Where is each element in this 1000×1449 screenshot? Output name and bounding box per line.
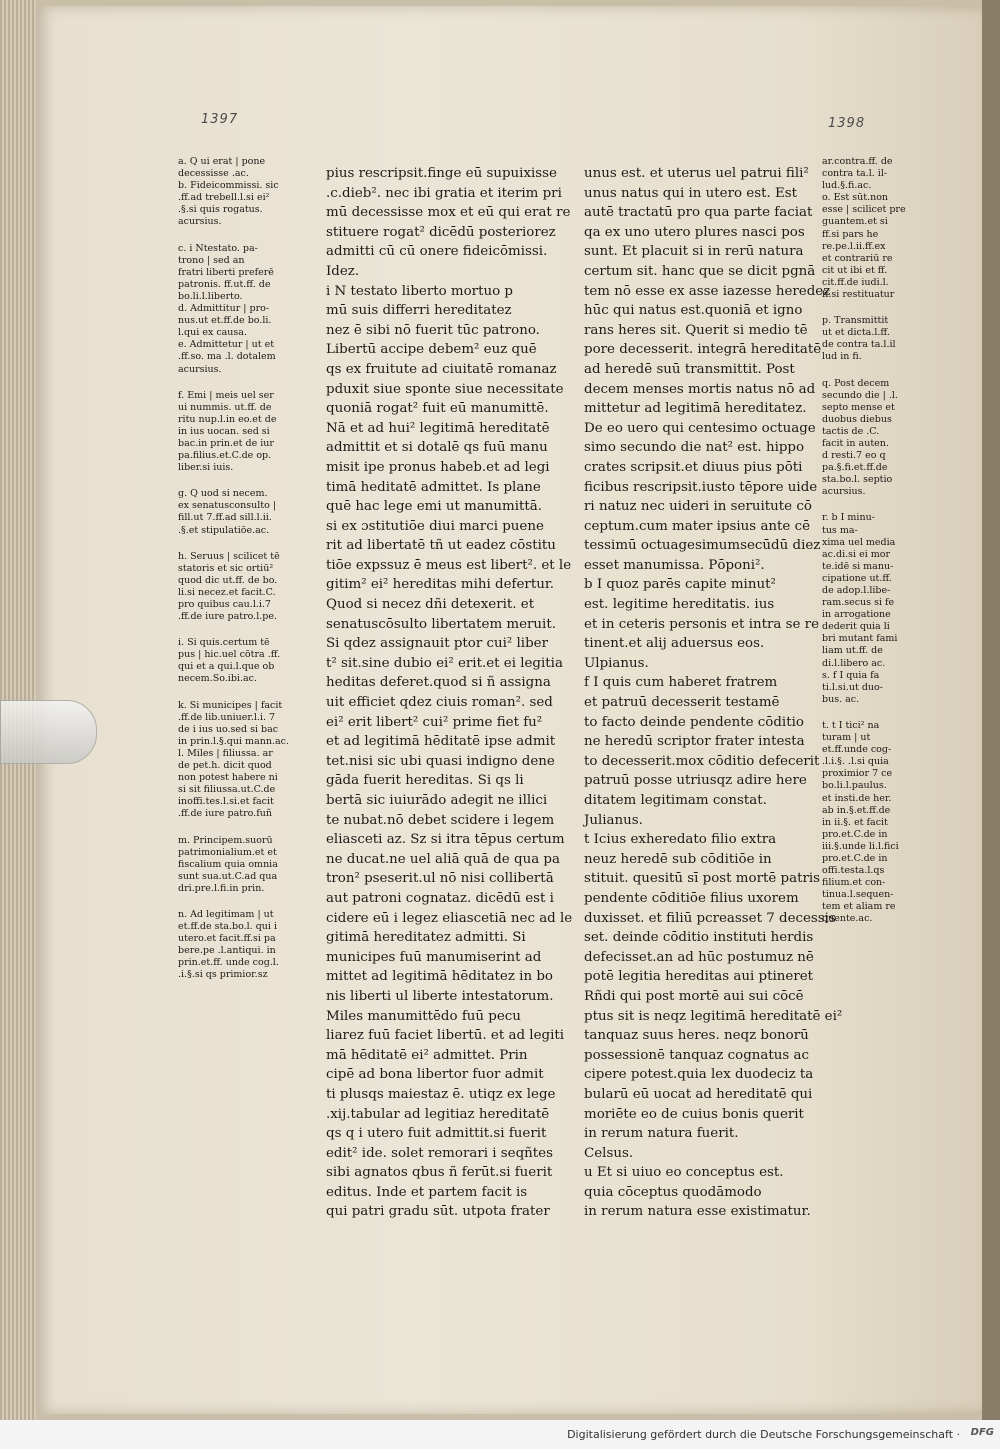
gloss-line: ac.di.si ei mor	[822, 548, 891, 560]
gloss-line: facit in auten.	[822, 437, 889, 449]
text-line: aut patroni cognataz. dicēdū est i	[326, 890, 554, 906]
gloss-line: e. Admittetur | ut et	[178, 339, 275, 351]
text-line: crates scripsit.et diuus pius pōti	[584, 459, 803, 475]
gloss-line: m. Principem.suorū	[178, 834, 273, 846]
text-line: qs q i utero fuit admittit.si fuerit	[326, 1126, 547, 1142]
gloss-line: o. Est sūt.non	[822, 192, 889, 204]
text-line: admitti cū cū onere fideicōmissi.	[326, 244, 548, 260]
gloss-line: qui et a qui.l.que ob	[178, 661, 275, 673]
text-line: quoniā rogat² fuit eū manumittē.	[326, 401, 549, 417]
gloss-line: .ff.so. ma .l. dotalem	[178, 351, 276, 363]
text-line: stituere rogat² dicēdū posteriorez	[326, 224, 556, 240]
gloss-line: et contrariū re	[822, 252, 893, 264]
gloss-line: statoris et sic ortiū²	[178, 562, 274, 574]
dfg-logo: DFG	[970, 1427, 994, 1438]
gloss-line: et.ff.de sta.bo.l. qui i	[178, 921, 278, 933]
gloss-line: s. f I quia fa	[822, 669, 880, 681]
gloss-line: proximior 7 ce	[822, 768, 893, 780]
gloss-line: fill.ut 7.ff.ad sill.l.ii.	[178, 512, 272, 524]
text-line: duxisset. et filiū pcreasset 7 decessis	[584, 910, 836, 926]
text-line: autē tractatū pro qua parte faciat	[584, 205, 813, 221]
text-line: in rerum natura esse existimatur.	[584, 1204, 811, 1220]
gloss-line: l.qui ex causa.	[178, 327, 247, 339]
text-line: Ulpianus.	[584, 655, 649, 671]
gloss-line: contra ta.l. il-	[822, 168, 888, 180]
text-line: qui patri gradu sūt. utpota frater	[326, 1204, 550, 1220]
gloss-line: li.si necez.et facit.C.	[178, 586, 276, 598]
gloss-line: xima uel media	[822, 536, 896, 548]
text-line: pendente cōditiōe filius uxorem	[584, 890, 799, 906]
gloss-line: bac.in prin.et de iur	[178, 437, 274, 449]
gloss-line: d resti.7 eo q	[822, 450, 886, 462]
text-line: qs ex fruitute ad ciuitatē romanaz	[326, 361, 557, 377]
text-line: gitim² ei² hereditas mihi defertur.	[326, 577, 555, 593]
text-line: Si qdez assignauit ptor cui² liber	[326, 636, 548, 652]
text-line: pore decesserit. integrā hereditatē	[584, 342, 822, 358]
gloss-line: in ii.§. et facit	[822, 816, 888, 828]
text-line: t Icius exheredato filio extra	[584, 832, 777, 848]
gloss-line: .ff.de iure patro.l.pe.	[178, 611, 277, 623]
text-line: eliasceti az. Sz si itra tēpus certum	[326, 832, 565, 848]
text-line: ad heredē suū transmittit. Post	[584, 361, 795, 377]
gloss-line: trono | sed an	[178, 254, 245, 266]
text-line: b I quoz parēs capite minut²	[584, 577, 776, 593]
gloss-line: l. Miles | filiussa. ar	[178, 747, 273, 759]
text-line: potē legitia hereditas aui ptineret	[584, 969, 814, 985]
text-line: mā hēditatē ei² admittet. Prin	[326, 1047, 528, 1063]
text-line: set. deinde cōditio instituti herdis	[584, 930, 814, 946]
gloss-line: de i ius uo.sed si bac	[178, 723, 279, 735]
text-line: senatuscōsulto libertatem meruit.	[326, 616, 556, 632]
text-line: ficibus rescripsit.iusto tēpore uide	[584, 479, 818, 495]
gloss-line: g. Q uod si necem.	[178, 488, 268, 500]
gloss-line: nus.ut et.ff.de bo.li.	[178, 315, 272, 327]
text-line: admittit et si dotalē qs fuū manu	[326, 440, 548, 456]
gloss-line: n. Ad legitimam | ut	[178, 908, 274, 920]
text-line: Miles manumittēdo fuū pecu	[326, 1008, 521, 1024]
text-line: misit ipe pronus habeb.et ad legi	[326, 459, 550, 475]
gloss-line: septo mense et	[822, 401, 895, 413]
gloss-line: bere.pe .l.antiqui. in	[178, 945, 276, 957]
gloss-line	[178, 821, 318, 835]
gloss-line: ut et dicta.l.ff.	[822, 327, 890, 339]
funding-credit: Digitalisierung gefördert durch die Deutsche Forschungsgemeinschaft ·	[567, 1428, 960, 1441]
gloss-line: ti.l.si.ut duo-	[822, 681, 883, 693]
text-line: t² sit.sine dubio ei² erit.et ei legitia	[326, 655, 563, 671]
text-line: ti plusqs maiestaz ē. utiqz ex lege	[326, 1086, 556, 1102]
text-line: defecisset.an ad hūc postumuz nē	[584, 949, 814, 965]
text-line: est. legitime hereditatis. ius	[584, 597, 775, 613]
text-line: et ad legitimā hēditatē ipse admit	[326, 734, 556, 750]
page	[36, 6, 982, 1414]
gloss-line: liam ut.ff. de	[822, 645, 883, 657]
gloss-line: et.ff.unde cog-	[822, 744, 892, 756]
text-line: Rñdi qui post mortē aui sui cōcē	[584, 988, 804, 1004]
text-line: et in ceteris personis et intra se re	[584, 616, 820, 632]
gloss-line	[178, 474, 318, 488]
gloss-line: si sit filiussa.ut.C.de	[178, 784, 276, 796]
gloss-line: .§.si quis rogatus.	[178, 204, 263, 216]
gloss-line: lud.§.fi.ac.	[822, 180, 872, 192]
gloss-line: pus | hic.uel cōtra .ff.	[178, 649, 281, 661]
gloss-line: ui nummis. ut.ff. de	[178, 401, 272, 413]
gloss-line: pa.filius.et.C.de op.	[178, 450, 272, 462]
text-line: Celsus.	[584, 1145, 634, 1161]
gloss-line: .ff.de iure patro.fuñ	[178, 808, 272, 820]
text-line: cidere eū i legez eliascetiā nec ad le	[326, 910, 573, 926]
gloss-line	[822, 364, 952, 378]
text-line: mū suis differri hereditatez	[326, 303, 512, 319]
gloss-line: bo.li.l.liberto.	[178, 290, 243, 302]
text-line: et patruū decesserit testamē	[584, 695, 780, 711]
gloss-line: guantem.et si	[822, 216, 888, 228]
text-line: edit² ide. solet remorari i seqñtes	[326, 1145, 553, 1161]
text-line: u Et si uiuo eo conceptus est.	[584, 1165, 784, 1181]
page-clip	[0, 700, 97, 764]
text-line: .xij.tabular ad legitiaz hereditatē	[326, 1106, 550, 1122]
gloss-line: fratri liberti preferē	[178, 266, 274, 278]
gloss-line: dri.pre.l.fi.in prin.	[178, 882, 265, 894]
gloss-line: liber.si iuis.	[178, 462, 234, 474]
text-line: esset manumissa. Pōponi².	[584, 557, 765, 573]
text-line: quē hac lege emi ut manumittā.	[326, 499, 543, 515]
gloss-line: c. i Ntestato. pa-	[178, 242, 258, 254]
gloss-line: bus. ac.	[822, 693, 860, 705]
gloss-line: tem et aliam re	[822, 901, 896, 913]
text-line: rit ad libertatē tñ ut eadez cōstitu	[326, 538, 556, 554]
text-line: Nā et ad hui² legitimā hereditatē	[326, 420, 550, 436]
text-line: sibi agnatos qbus ñ ferūt.si fuerit	[326, 1165, 553, 1181]
text-line: unus est. et uterus uel patrui fili²	[584, 166, 809, 181]
gloss-line: ram.secus si fe	[822, 597, 895, 609]
gloss-line: f. Emi | meis uel ser	[178, 389, 274, 401]
gloss-line: ab in.§.et.ff.de	[822, 804, 891, 816]
gloss-line: acursius.	[178, 363, 222, 375]
text-line: simo secundo die nat² est. hippo	[584, 440, 805, 456]
text-line: ceptum.cum mater ipsius ante cē	[584, 518, 811, 534]
gloss-line: tinua.l.sequen-	[822, 889, 894, 901]
text-line: certum sit. hanc que se dicit pgnā	[584, 263, 816, 279]
gloss-line: utero.et facit.ff.si pa	[178, 933, 276, 945]
text-line: Idez.	[326, 263, 360, 279]
gloss-line: non potest habere ni	[178, 772, 278, 784]
text-line: heditas deferet.quod si ñ assigna	[326, 675, 551, 691]
text-line: unus natus qui in utero est. Est	[584, 185, 798, 201]
gloss-line: ex senatusconsulto |	[178, 500, 277, 512]
text-line: neuz heredē sub cōditiōe in	[584, 851, 772, 867]
gloss-line: cit ut ibi et ff.	[822, 264, 888, 276]
text-line: tinent.et alij aduersus eos.	[584, 636, 765, 652]
gloss-line: lud in fi.	[822, 351, 862, 363]
gloss-line: iii.§.unde li.l.fici	[822, 840, 899, 852]
gloss-line: tus ma-	[822, 524, 858, 536]
gloss-line: filium.et con-	[822, 877, 886, 889]
gloss-line	[178, 686, 318, 700]
text-line: tet.nisi sic ubi quasi indigno dene	[326, 753, 555, 769]
text-line: .c.dieb². nec ibi gratia et iterim pri	[326, 185, 562, 201]
gloss-line	[822, 706, 952, 720]
gloss-line: inoffi.tes.l.si.et facit	[178, 796, 274, 808]
gloss-line: duobus diebus	[822, 413, 892, 425]
text-line: possessionē tanquaz cognatus ac	[584, 1047, 810, 1063]
gloss-line: de contra ta.l.il	[822, 339, 896, 351]
gloss-line: dederit quia li	[822, 621, 890, 633]
text-line: De eo uero qui centesimo octuage	[584, 420, 816, 436]
text-line: sunt. Et placuit si in rerū natura	[584, 244, 804, 260]
gloss-line	[178, 623, 318, 637]
gloss-line: .§.et stipulatiōe.ac.	[178, 524, 270, 536]
text-line: stituit. quesitū sī post mortē patris	[584, 871, 821, 887]
gloss-line	[178, 229, 318, 243]
gloss-line: pro.et.C.de in	[822, 828, 888, 840]
text-line: ei² erit libert² cui² prime fiet fu²	[326, 714, 543, 730]
text-line: pius rescripsit.finge eū supuixisse	[326, 166, 557, 181]
text-line: to decesserit.mox cōditio defecerit	[584, 753, 820, 769]
cover-edge	[982, 0, 1000, 1420]
gloss-line: patronis. ff.ut.ff. de	[178, 278, 271, 290]
gloss-line: de adop.l.libe-	[822, 585, 891, 596]
text-line: decem menses mortis natus nō ad	[584, 381, 816, 397]
gloss-line: ritu nup.l.in eo.et de	[178, 413, 277, 425]
text-line: cipere potest.quia lex duodeciz ta	[584, 1067, 814, 1083]
text-line: mittetur ad legitimā hereditatez.	[584, 401, 807, 417]
text-line: i N testato liberto mortuo p	[326, 283, 513, 299]
gloss-line: .i.§.si qs primior.sz	[178, 969, 268, 981]
gloss-line: q. Post decem	[822, 377, 890, 389]
gloss-line: .ff.de lib.uniuer.l.i. 7	[178, 711, 276, 723]
gloss-line: b. Fideicommissi. sic	[178, 180, 279, 192]
text-line: patruū posse utriusqz adire here	[584, 773, 807, 789]
text-column-a	[326, 164, 588, 1222]
text-line: tessimū octuagesimumsecūdū diez	[584, 538, 821, 554]
gloss-line: te.idē si manu-	[822, 560, 894, 572]
gloss-line: pro quibus cau.l.i.7	[178, 599, 271, 610]
text-line: ri natuz nec uideri in seruitute cō	[584, 499, 812, 515]
text-line: ne heredū scriptor frater intesta	[584, 734, 805, 750]
text-line: tanquaz suus heres. neqz bonorū	[584, 1028, 809, 1044]
gloss-line: tactis de .C.	[822, 425, 880, 437]
gloss-line	[822, 301, 952, 315]
text-line: timā heditatē admittet. Is plane	[326, 479, 541, 495]
gloss-line: patrimonialium.et et	[178, 846, 277, 858]
gloss-line: in ius uocan. sed si	[178, 425, 270, 437]
text-line: moriēte eo de cuius bonis querit	[584, 1106, 804, 1122]
text-line: nis liberti ul liberte intestatorum.	[326, 988, 554, 1004]
text-line: in rerum natura fuerit.	[584, 1126, 739, 1142]
gloss-line	[178, 895, 318, 909]
folio-number-right: 1398	[828, 116, 866, 131]
gloss-line: p. Transmittit	[822, 315, 889, 327]
text-line: ditatem legitimam constat.	[584, 793, 767, 808]
gloss-line: a. Q ui erat | pone	[178, 156, 266, 167]
gloss-line: offi.testa.l.qs	[822, 865, 885, 877]
text-line: rans heres sit. Querit si medio tē	[584, 322, 808, 338]
text-line: Julianus.	[584, 812, 643, 828]
text-line: gitimā hereditatez admitti. Si	[326, 930, 526, 946]
gloss-line: .l.i.§. .l.si quia	[822, 756, 889, 768]
text-line: mittet ad legitimā hēditatez in bo	[326, 969, 553, 985]
text-line: editus. Inde et partem facit is	[326, 1184, 528, 1200]
text-line: ne ducat.ne uel aliā quā de qua pa	[326, 851, 560, 867]
text-line: Libertū accipe debem² euz quē	[326, 342, 537, 358]
gloss-line: pa.§.fi.et.ff.de	[822, 462, 888, 474]
text-line: cipē ad bona libertor fuor admit	[326, 1067, 544, 1083]
text-line: gāda fuerit hereditas. Si qs li	[326, 773, 524, 789]
text-line: municipes fuū manumiserint ad	[326, 949, 542, 965]
gloss-line: de pet.h. dicit quod	[178, 760, 272, 772]
gloss-line: quod dic ut.ff. de bo.	[178, 574, 278, 586]
gloss-line: secundo die | .l.	[822, 389, 898, 401]
gloss-line: sunt sua.ut.C.ad qua	[178, 870, 278, 882]
text-line: mū decessisse mox et eū qui erat re	[326, 205, 571, 221]
text-line: uit efficiet qdez ciuis roman². sed	[326, 695, 553, 711]
gloss-line: cipatione ut.ff.	[822, 572, 892, 584]
gloss-line: sta.bo.l. septio	[822, 474, 893, 486]
gloss-line: acursius.	[822, 486, 866, 498]
gloss-line: cit.ff.de iudi.l.	[822, 276, 889, 288]
gloss-line: .ff.ad trebell.l.si ei²	[178, 192, 270, 204]
gloss-line: et insti.de her.	[822, 792, 892, 804]
gloss-line: bo.li.l.paulus.	[822, 780, 887, 792]
gloss-line: pro.et.C.de in	[822, 852, 888, 864]
gloss-line: di.l.libero ac.	[822, 657, 886, 669]
gloss-line: i. Si quis.certum tē	[178, 637, 270, 649]
text-line: hūc qui natus est.quoniā et igno	[584, 303, 803, 319]
gloss-line: quente.ac.	[822, 913, 873, 925]
gloss-line	[822, 498, 952, 512]
gloss-line: t. t I tici² na	[822, 719, 880, 731]
gloss-line	[178, 376, 318, 390]
gloss-line	[178, 537, 318, 551]
gloss-line: prin.et.ff. unde cog.l.	[178, 957, 279, 969]
gloss-line: ff.si pars he	[822, 228, 879, 240]
text-line: te nubat.nō debet scidere i legem	[326, 812, 555, 828]
text-line: ptus sit is neqz legitimā hereditatē ei²	[584, 1008, 843, 1024]
gloss-line: ar.contra.ff. de	[822, 156, 893, 167]
text-line: tem nō esse ex asse iazesse heredez	[584, 283, 831, 299]
gloss-line: acursius.	[178, 216, 222, 228]
text-line: si ex ɔstitutiōe diui marci puene	[326, 518, 544, 534]
text-line: f I quis cum haberet fratrem	[584, 675, 778, 691]
gloss-line: h. Seruus | scilicet tē	[178, 550, 280, 562]
text-line: bularū eū uocat ad hereditatē qui	[584, 1086, 813, 1102]
gloss-line: r. b I minu-	[822, 512, 875, 524]
text-line: pduxit siue sponte siue necessitate	[326, 381, 564, 397]
text-line: bertā sic iuiurādo adegit ne illici	[326, 793, 548, 808]
gloss-line: re.pe.l.ii.ff.ex	[822, 240, 886, 252]
gloss-line: k. Si municipes | facit	[178, 699, 283, 711]
gloss-line: esse | scilicet pre	[822, 204, 906, 216]
gloss-line: in arrogatione	[822, 609, 891, 621]
gloss-line: necem.So.ibi.ac.	[178, 673, 257, 685]
right-margin-gloss	[822, 156, 952, 926]
folio-number-left: 1397	[201, 112, 239, 127]
text-line: Quod si necez dñi detexerit. et	[326, 597, 535, 613]
gloss-line: fiscalium quia omnia	[178, 858, 278, 870]
text-line: tiōe expssuz ē meus est libert². et le	[326, 557, 572, 573]
gloss-line: decessisse .ac.	[178, 168, 249, 180]
gloss-line: bri mutant fami	[822, 633, 898, 645]
gloss-line: d. Admittitur | pro-	[178, 303, 270, 315]
gloss-line: in prin.l.§.qui mann.ac.	[178, 735, 289, 747]
text-line: quia cōceptus quodāmodo	[584, 1184, 762, 1200]
text-line: to facto deinde pendente cōditio	[584, 714, 804, 730]
text-line: liarez fuū faciet libertū. et ad legiti	[326, 1028, 565, 1044]
text-line: qa ex uno utero plures nasci pos	[584, 224, 805, 240]
gloss-line: ff.si restituatur	[822, 289, 895, 301]
left-margin-gloss	[178, 156, 318, 982]
gloss-line: turam | ut	[822, 732, 871, 744]
text-line: tron² pseserit.ul nō nisi collibertā	[326, 871, 554, 887]
text-line: nez ē sibi nō fuerit tūc patrono.	[326, 322, 540, 338]
